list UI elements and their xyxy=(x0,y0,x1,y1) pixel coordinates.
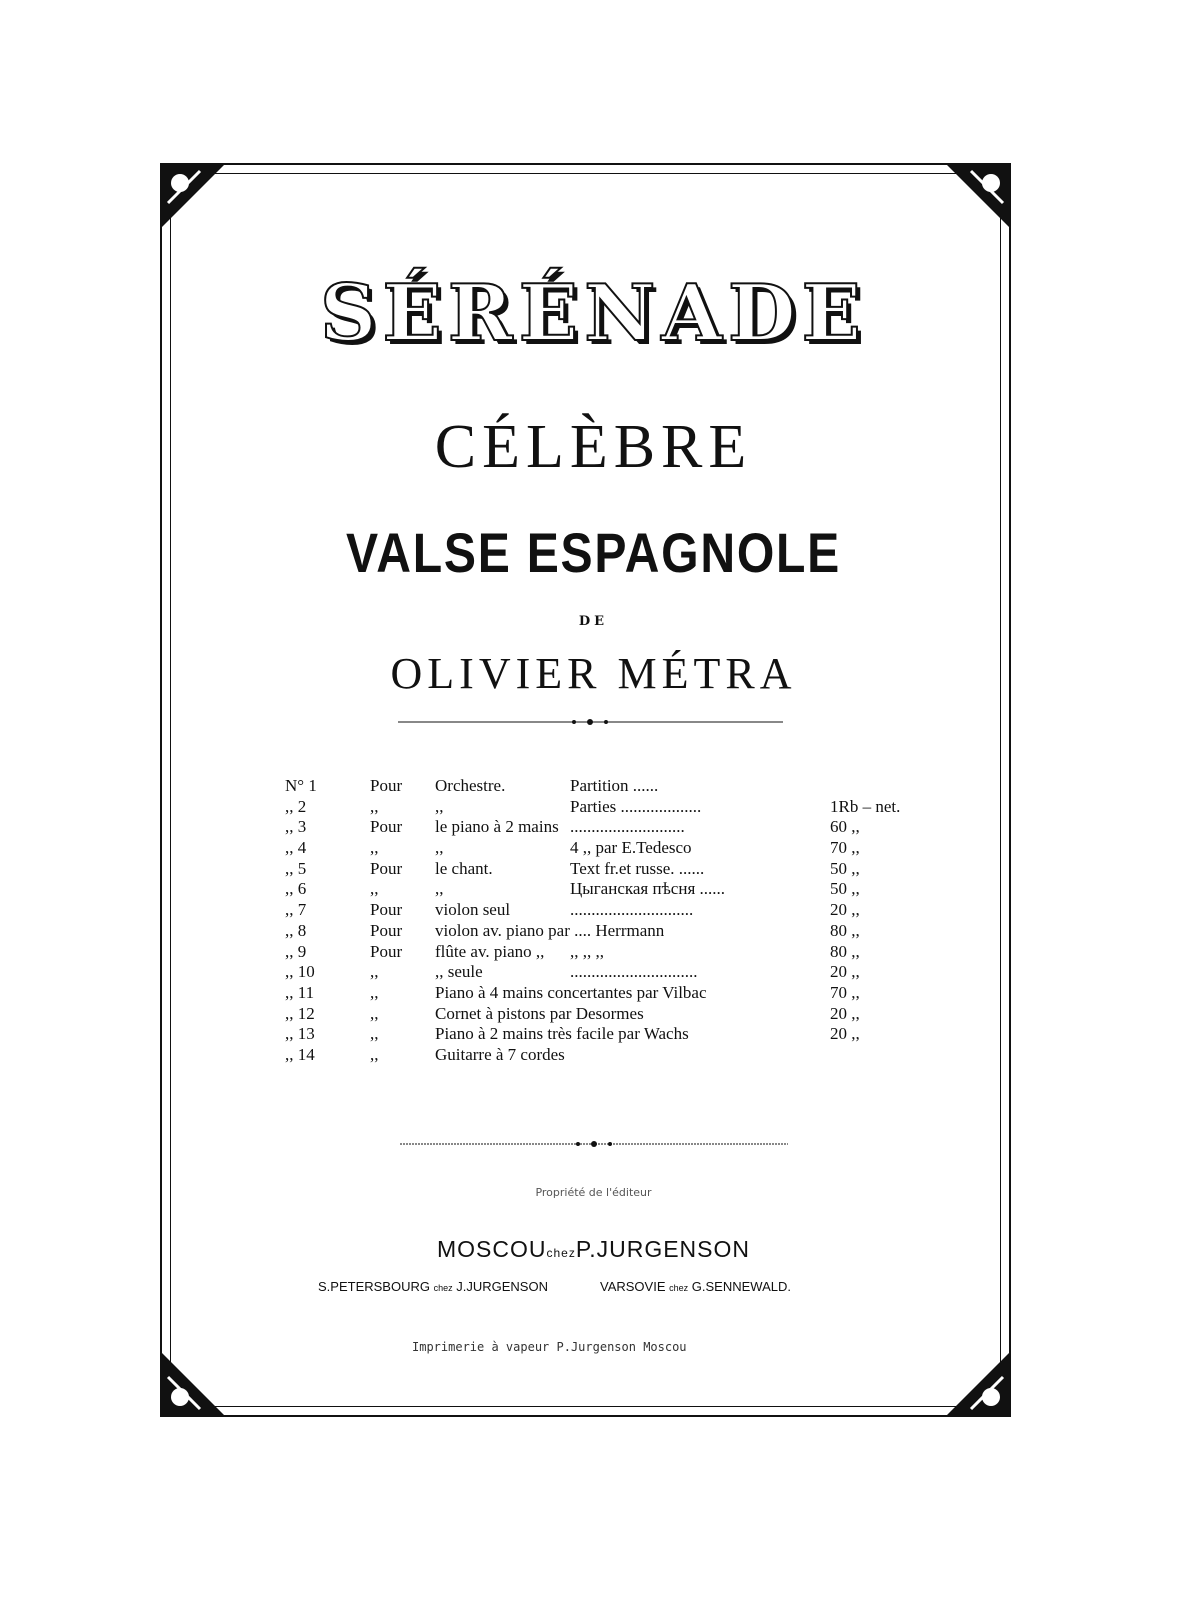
edition-row xyxy=(285,797,925,818)
edition-col-b: Guitarre à 7 cordes xyxy=(435,1044,565,1064)
edition-col-b: ,, xyxy=(435,796,444,816)
editions-list xyxy=(285,776,925,1066)
edition-col-c: ,, ,, ,, xyxy=(570,941,604,961)
edition-number: N° 1 xyxy=(285,776,317,795)
publisher-st-petersbourg xyxy=(318,1279,548,1294)
edition-row xyxy=(285,1045,925,1066)
edition-row xyxy=(285,776,925,797)
edition-price: 80 ,, xyxy=(830,941,860,961)
edition-row xyxy=(285,879,925,900)
edition-number: ,, 14 xyxy=(285,1044,315,1064)
edition-col-a: Pour xyxy=(370,817,403,837)
varsovie-chez: chez xyxy=(669,1283,689,1293)
edition-row xyxy=(285,900,925,921)
edition-price: 20 ,, xyxy=(830,900,860,920)
edition-number: ,, 8 xyxy=(285,920,307,940)
edition-col-c: Цыганская пѣсня ...... xyxy=(570,879,726,899)
propriete-notice: Propriété de l'éditeur xyxy=(535,1186,652,1199)
edition-number: ,, 6 xyxy=(285,879,307,899)
edition-price: 70 ,, xyxy=(830,982,860,1002)
publisher-moscou xyxy=(0,1236,1187,1263)
edition-col-b: Cornet à pistons par Desormes xyxy=(435,1003,644,1023)
edition-row xyxy=(285,1004,925,1025)
corner-ornament-top-right xyxy=(945,163,1011,229)
spb-publisher: J.JURGENSON xyxy=(456,1279,548,1294)
edition-col-b: violon seul xyxy=(435,900,511,920)
edition-price: 20 ,, xyxy=(830,1024,860,1044)
edition-col-a: ,, xyxy=(370,838,379,858)
publisher-varsovie xyxy=(600,1279,791,1294)
subtitle-celebre: CÉLÈBRE xyxy=(434,413,753,481)
edition-col-a: ,, xyxy=(370,962,379,982)
edition-col-b: ,, seule xyxy=(435,962,483,982)
edition-number: ,, 5 xyxy=(285,858,307,878)
edition-col-a: ,, xyxy=(370,1024,379,1044)
edition-col-a: ,, xyxy=(370,879,379,899)
edition-row xyxy=(285,942,925,963)
edition-col-c: Parties ................... xyxy=(570,796,702,816)
edition-col-c: .............................. xyxy=(570,962,698,982)
edition-row xyxy=(285,983,925,1004)
edition-price: 60 ,, xyxy=(830,817,860,837)
edition-col-a: Pour xyxy=(370,858,403,878)
edition-number: ,, 4 xyxy=(285,838,307,858)
edition-col-a: ,, xyxy=(370,796,379,816)
varsovie-city: VARSOVIE xyxy=(600,1279,666,1294)
edition-row xyxy=(285,1024,925,1045)
subtitle-valse-espagnole: VALSE ESPAGNOLE xyxy=(346,521,841,584)
edition-row xyxy=(285,962,925,983)
spb-chez: chez xyxy=(433,1283,453,1293)
ornamental-rule-bottom xyxy=(400,1138,788,1150)
edition-col-c: 4 ,, par E.Tedesco xyxy=(570,838,692,858)
edition-number: ,, 12 xyxy=(285,1003,315,1023)
moscou-city: MOSCOU xyxy=(436,1236,547,1262)
edition-col-a: ,, xyxy=(370,982,379,1002)
ornamental-rule-top xyxy=(398,716,783,728)
edition-row xyxy=(285,859,925,880)
edition-price: 50 ,, xyxy=(830,879,860,899)
edition-col-a: ,, xyxy=(370,1044,379,1064)
edition-col-c: Text fr.et russe. ...... xyxy=(570,858,705,878)
edition-col-b: le chant. xyxy=(435,858,493,878)
edition-number: ,, 3 xyxy=(285,817,307,837)
edition-price: 80 ,, xyxy=(830,920,860,940)
title-serenade: SÉRÉNADE xyxy=(320,268,867,359)
edition-col-c: Partition ...... xyxy=(570,776,659,795)
edition-col-b: ,, xyxy=(435,879,444,899)
edition-row xyxy=(285,817,925,838)
moscou-publisher: P.JURGENSON xyxy=(575,1236,751,1262)
edition-col-a: Pour xyxy=(370,776,403,795)
edition-row xyxy=(285,838,925,859)
spb-city: S.PETERSBOURG xyxy=(318,1279,430,1294)
edition-col-c: ........................... xyxy=(570,817,685,837)
edition-col-b: flûte av. piano ,, xyxy=(435,941,545,961)
edition-price: 20 ,, xyxy=(830,962,860,982)
corner-ornament-bottom-right xyxy=(945,1351,1011,1417)
edition-col-c: ............................. xyxy=(570,900,694,920)
word-de: DE xyxy=(578,614,609,629)
edition-number: ,, 11 xyxy=(285,982,315,1002)
edition-col-b: ,, xyxy=(435,838,444,858)
printer-imprint: Imprimerie à vapeur P.Jurgenson Moscou xyxy=(412,1340,687,1354)
corner-ornament-top-left xyxy=(160,163,226,229)
edition-col-b: Piano à 2 mains très facile par Wachs xyxy=(435,1024,689,1044)
edition-number: ,, 9 xyxy=(285,941,307,961)
edition-col-b: violon av. piano par .... Herrmann xyxy=(435,920,665,940)
edition-col-a: Pour xyxy=(370,941,403,961)
edition-price: 50 ,, xyxy=(830,858,860,878)
edition-col-a: Pour xyxy=(370,920,403,940)
edition-price: 1Rb – net. xyxy=(830,796,901,816)
edition-number: ,, 10 xyxy=(285,962,315,982)
composer-name: OLIVIER MÉTRA xyxy=(390,649,797,698)
varsovie-publisher: G.SENNEWALD. xyxy=(691,1279,791,1294)
moscou-chez: chez xyxy=(546,1246,576,1260)
edition-col-b: Orchestre. xyxy=(435,776,506,795)
edition-col-b: Piano à 4 mains concertantes par Vilbac xyxy=(435,982,707,1002)
corner-ornament-bottom-left xyxy=(160,1351,226,1417)
edition-col-a: ,, xyxy=(370,1003,379,1023)
edition-number: ,, 13 xyxy=(285,1024,315,1044)
edition-price: 70 ,, xyxy=(830,838,860,858)
edition-number: ,, 2 xyxy=(285,796,307,816)
edition-row xyxy=(285,921,925,942)
edition-col-b: le piano à 2 mains xyxy=(435,817,559,837)
edition-price: 20 ,, xyxy=(830,1003,860,1023)
edition-number: ,, 7 xyxy=(285,900,307,920)
edition-col-a: Pour xyxy=(370,900,403,920)
